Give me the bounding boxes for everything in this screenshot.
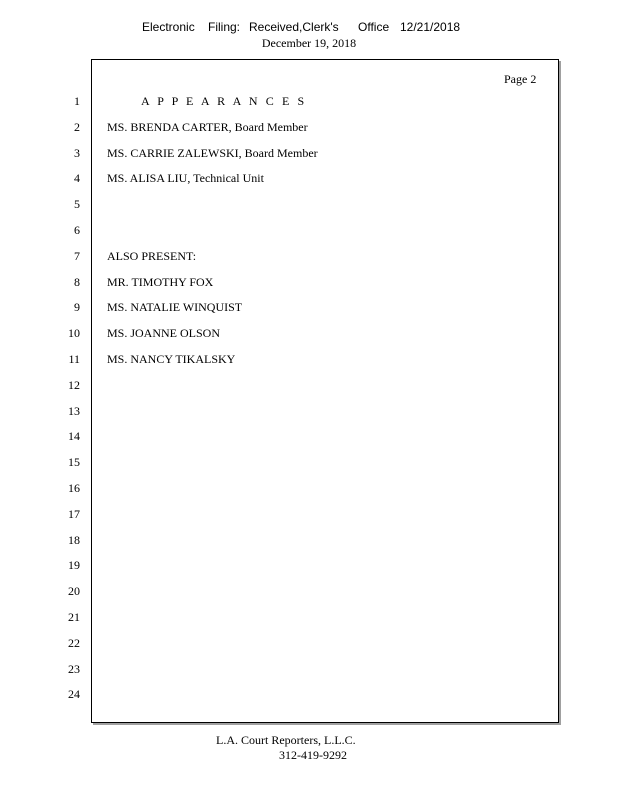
line-text: MS. ALISA LIU, Technical Unit	[107, 171, 264, 186]
line-number: 8	[74, 274, 80, 289]
filing-date: 12/21/2018	[400, 20, 461, 34]
line-number: 13	[68, 403, 80, 418]
footer-phone: 312-419-9292	[279, 748, 347, 762]
footer-company: L.A. Court Reporters, L.L.C.	[216, 733, 356, 747]
line-number: 17	[68, 506, 80, 521]
line-text: MS. CARRIE ZALEWSKI, Board Member	[107, 145, 318, 160]
line-text: MR. TIMOTHY FOX	[107, 274, 214, 289]
line-text: MS. NANCY TIKALSKY	[107, 352, 236, 366]
line-number: 11	[68, 352, 80, 366]
line-text: MS. JOANNE OLSON	[107, 326, 221, 341]
line-number: 16	[68, 481, 80, 495]
appearances-heading: A P P E A R A N C E S	[141, 94, 307, 108]
line-number: 5	[74, 197, 80, 212]
line-number: 1	[74, 94, 80, 108]
line-number: 22	[68, 635, 80, 650]
line-number: 4	[74, 171, 80, 186]
line-number: 19	[68, 558, 80, 573]
line-number: 23	[68, 661, 80, 676]
line-number: 14	[68, 429, 80, 444]
line-number: 24	[68, 687, 80, 702]
filing-word-received-clerks: Received,Clerk's	[249, 20, 339, 34]
line-number: 21	[68, 610, 80, 624]
line-number: 12	[68, 377, 80, 392]
filing-word-filing: Filing:	[208, 20, 241, 34]
line-text: MS. NATALIE WINQUIST	[107, 300, 243, 315]
line-number: 15	[68, 455, 80, 470]
line-text: ALSO PRESENT:	[107, 248, 197, 263]
line-number: 7	[74, 248, 80, 263]
line-text: MS. BRENDA CARTER, Board Member	[107, 119, 308, 134]
page-number: Page 2	[504, 72, 537, 86]
line-number: 3	[74, 145, 80, 160]
transcript-date: December 19, 2018	[261, 36, 357, 50]
line-number: 6	[74, 223, 80, 237]
filing-word-office: Office	[358, 20, 390, 34]
line-number: 18	[68, 532, 80, 547]
filing-word-electronic: Electronic	[142, 20, 195, 34]
line-number: 10	[68, 326, 80, 341]
line-number: 9	[74, 300, 80, 315]
line-number: 20	[68, 584, 80, 599]
electronic-filing-stamp	[0, 20, 618, 36]
line-number: 2	[74, 119, 80, 134]
